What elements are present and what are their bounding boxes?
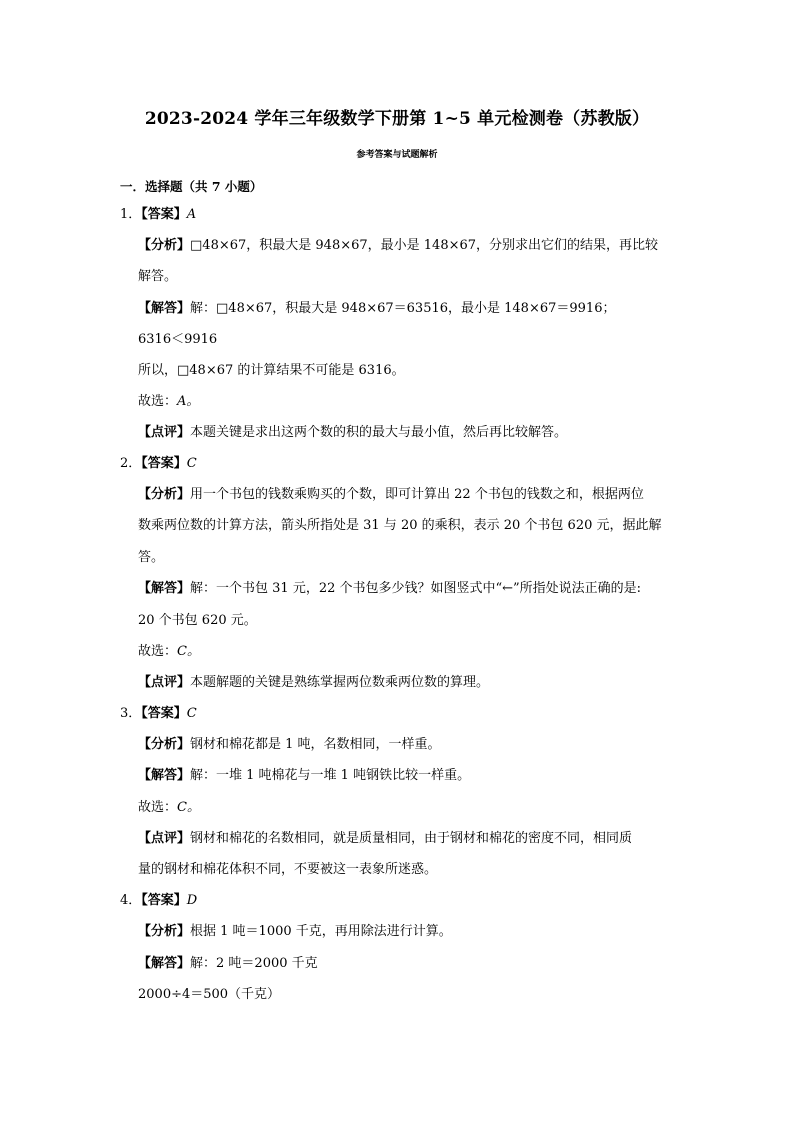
answer-value: D <box>186 893 198 908</box>
question-3-choice <box>138 799 200 817</box>
page-title: 2023-2024 学年三年级数学下册第 1~5 单元检测卷（苏教版） <box>144 109 650 129</box>
solution-label: 【解答】 <box>138 956 191 971</box>
analysis-text: □48×67，积最大是 948×67，最小是 148×67，分别求出它们的结果，再比较 <box>190 238 659 253</box>
question-4-answer-line <box>120 892 197 910</box>
analysis-text: 根据 1 吨＝1000 千克，再用除法进行计算。 <box>190 924 452 939</box>
question-2-solution-cont: 20 个书包 620 元。 <box>138 613 257 628</box>
analysis-label: 【分析】 <box>138 487 191 502</box>
question-1-answer-line <box>120 206 196 224</box>
section-heading: 一．选择题（共 7 小题） <box>120 179 263 194</box>
question-2-analysis-cont: 答。 <box>138 550 165 565</box>
question-4-analysis <box>138 923 452 941</box>
question-2-analysis <box>138 486 644 504</box>
question-2-solution <box>138 580 641 598</box>
question-1-analysis-cont: 解答。 <box>138 269 178 284</box>
question-number: 3． <box>120 706 142 721</box>
question-3-answer-line <box>120 705 197 723</box>
question-3-solution <box>138 767 470 785</box>
solution-text: 解：□48×67，积最大是 948×67＝63516，最小是 148×67＝9916； <box>190 301 616 316</box>
answer-label: 【答案】 <box>141 207 187 222</box>
question-4-solution <box>138 955 318 973</box>
analysis-text: 钢材和棉花都是 1 吨，名数相同，一样重。 <box>190 737 441 752</box>
question-2-answer-line <box>120 455 197 473</box>
choice-prefix: 故选： <box>138 644 178 659</box>
comment-label: 【点评】 <box>138 675 191 690</box>
question-1-choice <box>138 393 199 411</box>
solution-label: 【解答】 <box>138 768 191 783</box>
comment-text: 钢材和棉花的名数相同，就是质量相同，由于钢材和棉花的密度不同，相同质 <box>190 831 633 846</box>
question-1-solution <box>138 300 615 318</box>
question-2-analysis-cont: 数乘两位数的计算方法，箭头所指处是 31 与 20 的乘积，表示 20 个书包 620 元，据此解 <box>138 518 662 533</box>
comment-text: 本题关键是求出这两个数的积的最大与最小值，然后再比较解答。 <box>190 425 568 440</box>
answer-value: A <box>186 207 197 222</box>
answer-label: 【答案】 <box>141 893 187 908</box>
comment-label: 【点评】 <box>138 831 191 846</box>
page-subtitle: 参考答案与试题解析 <box>356 150 438 160</box>
question-3-comment-cont: 量的钢材和棉花体积不同，不要被这一表象所迷惑。 <box>138 862 438 877</box>
answer-value: C <box>186 706 197 721</box>
question-2-comment <box>138 674 489 692</box>
choice-value: A。 <box>177 394 200 409</box>
answer-label: 【答案】 <box>141 706 187 721</box>
question-3-analysis <box>138 736 441 754</box>
solution-label: 【解答】 <box>138 581 191 596</box>
solution-label: 【解答】 <box>138 301 191 316</box>
question-number: 4． <box>120 893 142 908</box>
solution-text: 解：一个书包 31 元，22 个书包多少钱？如图竖式中“←”所指处说法正确的是: <box>190 581 642 596</box>
question-1-conclusion: 所以，□48×67 的计算结果不可能是 6316。 <box>138 363 405 378</box>
choice-value: C。 <box>177 644 200 659</box>
question-1-comment <box>138 424 567 442</box>
question-4-calculation: 2000÷4＝500（千克） <box>138 987 281 1002</box>
question-1-comparison: 6316＜9916 <box>138 332 218 347</box>
solution-text: 解：2 吨＝2000 千克 <box>190 956 318 971</box>
answer-value: C <box>186 456 197 471</box>
analysis-label: 【分析】 <box>138 238 191 253</box>
answer-label: 【答案】 <box>141 456 187 471</box>
question-number: 1． <box>120 207 142 222</box>
analysis-label: 【分析】 <box>138 924 191 939</box>
choice-prefix: 故选： <box>138 394 178 409</box>
analysis-text: 用一个书包的钱数乘购买的个数，即可计算出 22 个书包的钱数之和，根据两位 <box>190 487 644 502</box>
comment-label: 【点评】 <box>138 425 191 440</box>
question-1-analysis <box>138 237 658 255</box>
question-number: 2． <box>120 456 142 471</box>
choice-value: C。 <box>177 800 200 815</box>
question-2-choice <box>138 643 200 661</box>
choice-prefix: 故选： <box>138 800 178 815</box>
question-3-comment <box>138 830 632 848</box>
solution-text: 解：一堆 1 吨棉花与一堆 1 吨钢铁比较一样重。 <box>190 768 471 783</box>
analysis-label: 【分析】 <box>138 737 191 752</box>
comment-text: 本题解题的关键是熟练掌握两位数乘两位数的算理。 <box>190 675 490 690</box>
